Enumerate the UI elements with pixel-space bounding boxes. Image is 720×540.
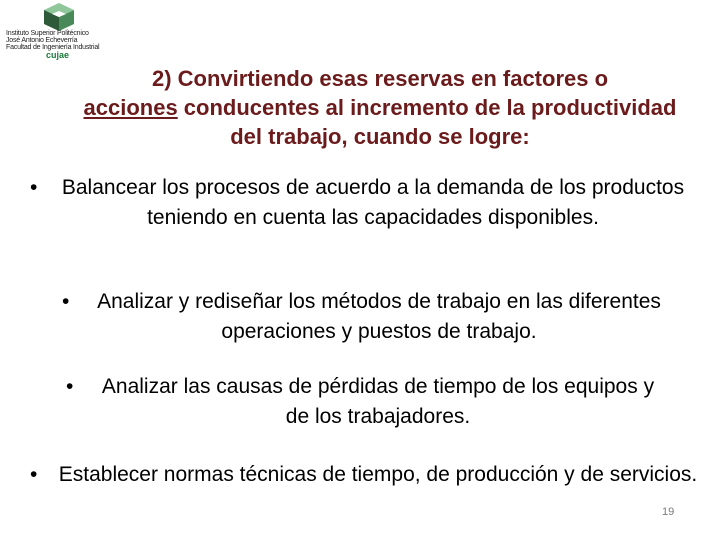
bullet-text: Establecer normas técnicas de tiempo, de producción y de servicios. [58,463,698,486]
title-rest: conducentes al incremento de la productividad del trabajo, cuando se logre: [177,95,677,149]
bullet-item [66,372,666,432]
logo-line-3: Facultad de Ingeniería Industrial [6,44,100,51]
bullet-item [30,460,700,490]
logo-line-1: Instituto Superior Politécnico [6,30,89,37]
bullet-dot: • [30,176,38,199]
logo-caption [6,30,146,51]
bullet-item [62,287,672,347]
institution-logo [6,2,146,64]
bullet-dot: • [66,375,74,398]
bullet-dot: • [62,290,70,313]
title-underlined-word: acciones [83,95,178,120]
slide-title [80,64,680,151]
logo-brand: cujae [46,50,70,60]
bullet-item [30,173,690,233]
logo-line-2: José Antonio Echeverría [6,37,78,44]
bullet-dot: • [30,463,38,486]
page-number: 19 [662,506,675,518]
bullet-text: Analizar y rediseñar los métodos de trabajo en las diferentes operaciones y puestos de trabajo. [97,290,661,343]
title-prefix: 2) Convirtiendo esas reservas en factores o [151,66,609,91]
bullet-text: Balancear los procesos de acuerdo a la demanda de los productos teniendo en cuenta las capacidades disponibles. [61,176,685,229]
bullet-text: Analizar las causas de pérdidas de tiempo de los equipos y de los trabajadores. [101,375,655,428]
cube-logo-icon [42,2,76,32]
